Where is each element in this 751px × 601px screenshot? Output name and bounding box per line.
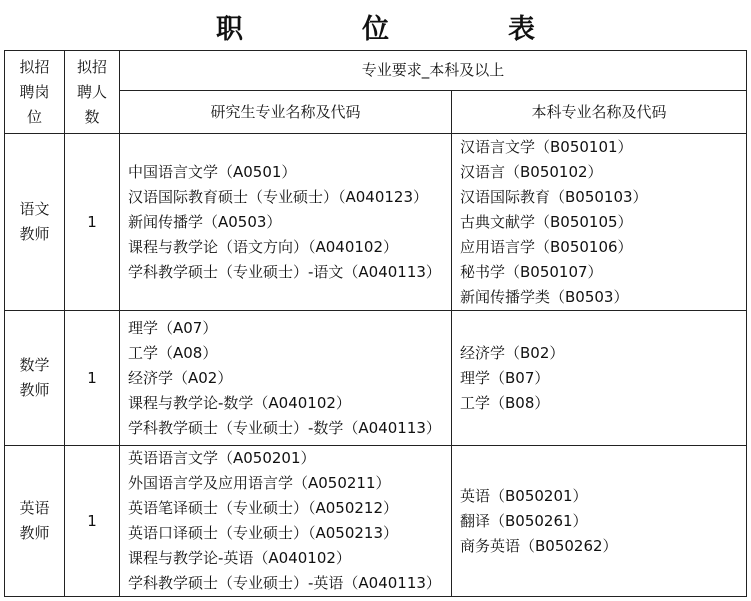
position-cell: 语文 教师 bbox=[5, 134, 65, 311]
list-item: 英语笔译硕士（专业硕士）（A050212） bbox=[128, 499, 399, 517]
list-item: 外国语言学及应用语言学（A050211） bbox=[128, 474, 391, 492]
list-item: 中国语言文学（A0501） bbox=[128, 162, 297, 181]
table-row bbox=[5, 134, 747, 311]
table-row bbox=[5, 446, 747, 597]
undergrad-major-list bbox=[452, 446, 747, 597]
list-item: 理学（A07） bbox=[128, 318, 218, 337]
position-table bbox=[4, 50, 747, 597]
list-item: 英语语言文学（A050201） bbox=[128, 449, 316, 467]
table-row bbox=[5, 311, 747, 446]
list-item: 经济学（A02） bbox=[128, 368, 233, 387]
list-item: 课程与教学论（语文方向）（A040102） bbox=[128, 237, 399, 256]
list-item: 汉语国际教育硕士（专业硕士）（A040123） bbox=[128, 187, 429, 206]
count-cell: 1 bbox=[65, 134, 120, 311]
list-item: 新闻传播学（A0503） bbox=[128, 212, 282, 231]
undergrad-major-list bbox=[452, 134, 747, 311]
list-item: 秘书学（B050107） bbox=[460, 262, 603, 281]
list-item: 经济学（B02） bbox=[460, 343, 565, 362]
header-row-1 bbox=[5, 51, 747, 91]
list-item: 应用语言学（B050106） bbox=[460, 237, 633, 256]
list-item: 新闻传播学类（B0503） bbox=[460, 287, 629, 306]
list-item: 理学（B07） bbox=[460, 368, 550, 387]
header-undergrad-column: 本科专业名称及代码 bbox=[452, 91, 747, 134]
list-item: 汉语国际教育（B050103） bbox=[460, 187, 648, 206]
header-count: 拟招 聘人 数 bbox=[65, 51, 120, 134]
undergrad-major-list bbox=[452, 311, 747, 446]
list-item: 古典文献学（B050105） bbox=[460, 212, 633, 231]
header-position: 拟招 聘岗 位 bbox=[5, 51, 65, 134]
header-requirement: 专业要求_本科及以上 bbox=[120, 51, 747, 91]
position-cell: 数学 教师 bbox=[5, 311, 65, 446]
list-item: 学科教学硕士（专业硕士）-英语（A040113） bbox=[128, 574, 441, 592]
list-item: 汉语言文学（B050101） bbox=[460, 137, 633, 156]
grad-major-list bbox=[120, 134, 452, 311]
list-item: 商务英语（B050262） bbox=[460, 536, 618, 555]
list-item: 英语口译硕士（专业硕士）（A050213） bbox=[128, 524, 399, 542]
list-item: 翻译（B050261） bbox=[460, 511, 588, 530]
list-item: 工学（A08） bbox=[128, 343, 218, 362]
list-item: 学科教学硕士（专业硕士）-语文（A040113） bbox=[128, 262, 441, 281]
grad-major-list bbox=[120, 311, 452, 446]
list-item: 工学（B08） bbox=[460, 393, 550, 412]
list-item: 汉语言（B050102） bbox=[460, 162, 603, 181]
list-item: 学科教学硕士（专业硕士）-数学（A040113） bbox=[128, 418, 441, 437]
list-item: 英语（B050201） bbox=[460, 486, 588, 505]
list-item: 课程与教学论-英语（A040102） bbox=[128, 549, 351, 567]
page-title: 职 位 表 bbox=[216, 14, 581, 45]
list-item: 课程与教学论-数学（A040102） bbox=[128, 393, 351, 412]
count-cell: 1 bbox=[65, 446, 120, 597]
position-cell: 英语 教师 bbox=[5, 446, 65, 597]
grad-major-list bbox=[120, 446, 452, 597]
count-cell: 1 bbox=[65, 311, 120, 446]
header-grad-column: 研究生专业名称及代码 bbox=[120, 91, 452, 134]
